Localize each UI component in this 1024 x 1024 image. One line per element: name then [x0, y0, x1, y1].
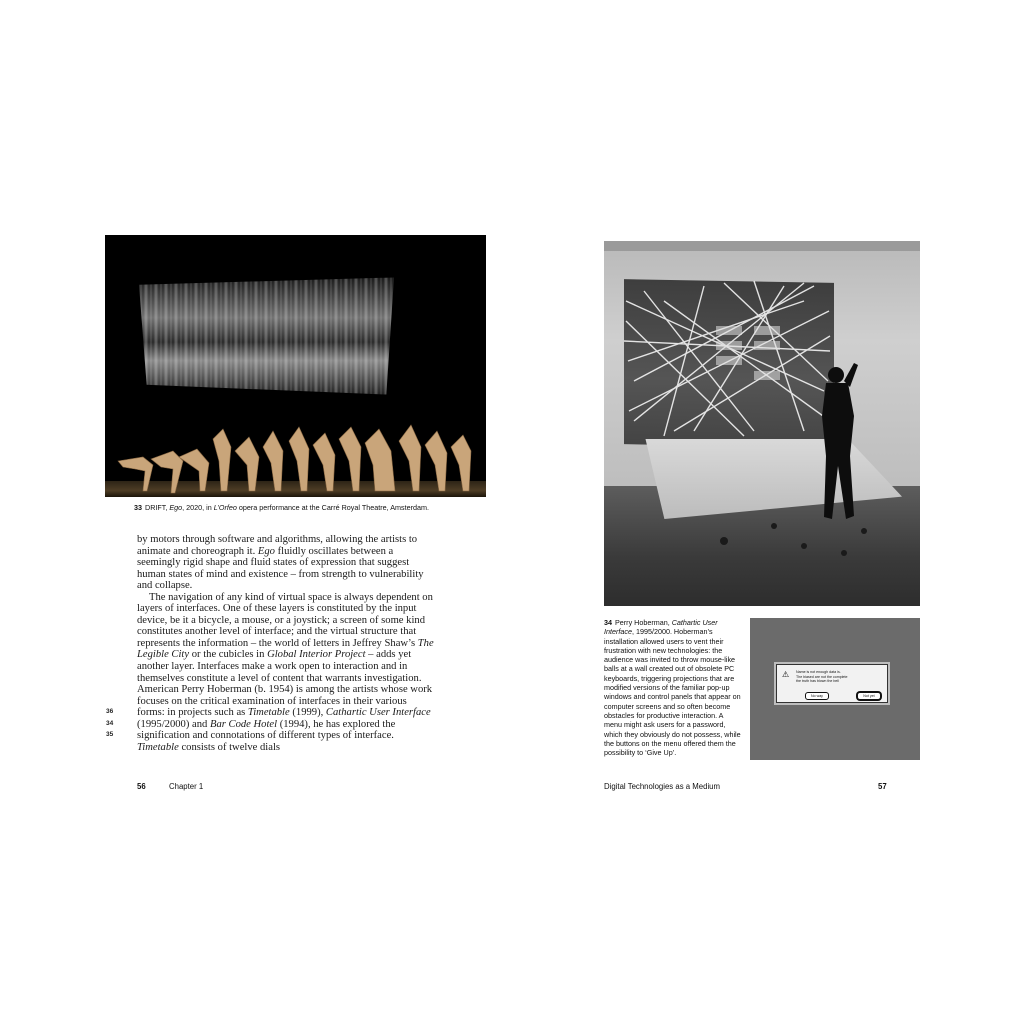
- text-run: or the cubicles in: [189, 649, 268, 661]
- dialog-line: the truth has blown the bell: [796, 679, 839, 683]
- paragraph-1: [137, 534, 437, 592]
- dialog-line: Name is not enough data is.: [796, 670, 841, 674]
- photo-drift-ego: [105, 235, 486, 497]
- text-run: consists of twelve dials: [178, 741, 281, 753]
- italic-run: Global Interior Project: [267, 649, 366, 661]
- photo-dialog-box: [750, 618, 920, 760]
- page-number-left: 56: [137, 782, 146, 791]
- dialog-line: The biased are not the complete: [796, 674, 848, 679]
- running-head-left: Chapter 1: [169, 782, 204, 791]
- dancers-silhouettes: [113, 421, 478, 495]
- figure-caption-34: [604, 618, 742, 757]
- text-run: – adds yet another layer. Interfaces make a work open to interaction and in themselves constitute a level of content that warrants investigation. American Perry Hoberman (b. 1954) is among the artists whose work focuses on the critical examination of interfaces in their various forms: in projects such as: [137, 649, 433, 719]
- paragraph-2: [137, 592, 437, 754]
- page-number-right: 57: [878, 782, 887, 791]
- italic-run: Ego: [257, 545, 275, 557]
- text-run: (1994), he has explored the signification and connotations of different types of interface.: [137, 718, 396, 742]
- italic-run: Bar Code Hotel: [209, 718, 278, 730]
- caption-title-italic: Cathartic User Interface: [604, 618, 718, 637]
- figure-number: 34: [604, 618, 612, 627]
- margin-note: 34: [106, 720, 114, 727]
- italic-run: The Legible City: [137, 637, 434, 661]
- caption-text: DRIFT,: [145, 503, 170, 512]
- italic-run: Cathartic User Interface: [325, 707, 431, 719]
- text-run: by motors through software and algorithms, allowing the artists to animate and choreograph it.: [137, 534, 418, 557]
- text-run: fluidly oscillates between a seemingly rigid shape and fluid states of expression that suggest human states of mind and existence – from strength to vulnerability and collapse.: [137, 545, 424, 592]
- caption-title-italic: Ego: [169, 503, 183, 512]
- warning-triangle-icon: ⚠: [782, 670, 790, 679]
- text-run: (1999),: [289, 707, 326, 719]
- dialog-button-left: No way: [805, 692, 829, 700]
- text-run: The navigation of any kind of virtual space is always dependent on layers of interfaces. One of these layers is constituted by the input device, be it a bicycle, a mouse, or a joystick; a screen of some kind constitutes another level of interface; and the virtual structure that represents the information – the world of letters in Jeffrey Shaw’s: [137, 591, 433, 649]
- dialog-button-right: Not yet: [857, 692, 881, 700]
- text-run: (1995/2000) and: [137, 718, 210, 730]
- margin-note: 35: [106, 731, 114, 738]
- caption-text: , 1995/2000. Hoberman’s installation allowed users to vent their frustration with new technologies: the audience was invited to throw mouse-like balls at a wall created out of obsolete PC keyboards, triggering projections that are modified versions of the familiar pop-up windows and control panels that appear on computer screens and so often become obstacles for productive interaction. A menu might ask users for a password, which they obviously do not possess, while the buttons on the menu offered them the possibility to ‘Give Up’.: [604, 627, 741, 758]
- figure-number: 33: [134, 503, 142, 512]
- suspended-fabric-sculpture: [139, 275, 394, 397]
- dialog-message: [796, 670, 881, 684]
- caption-text: , 2020, in: [182, 503, 214, 512]
- body-text: [137, 534, 437, 753]
- caption-text: Perry Hoberman,: [615, 618, 672, 627]
- projection-lines: [604, 241, 920, 606]
- figure-caption-33: [134, 503, 494, 512]
- alert-dialog: [776, 664, 888, 703]
- margin-note: 36: [106, 708, 114, 715]
- italic-run: Timetable: [137, 741, 179, 753]
- photo-cathartic-user-interface: [604, 241, 920, 606]
- caption-text: opera performance at the Carré Royal Theatre, Amsterdam.: [236, 503, 429, 512]
- running-head-right: Digital Technologies as a Medium: [604, 782, 721, 791]
- italic-run: Timetable: [247, 707, 290, 719]
- caption-title-italic: L’Orfeo: [213, 503, 237, 512]
